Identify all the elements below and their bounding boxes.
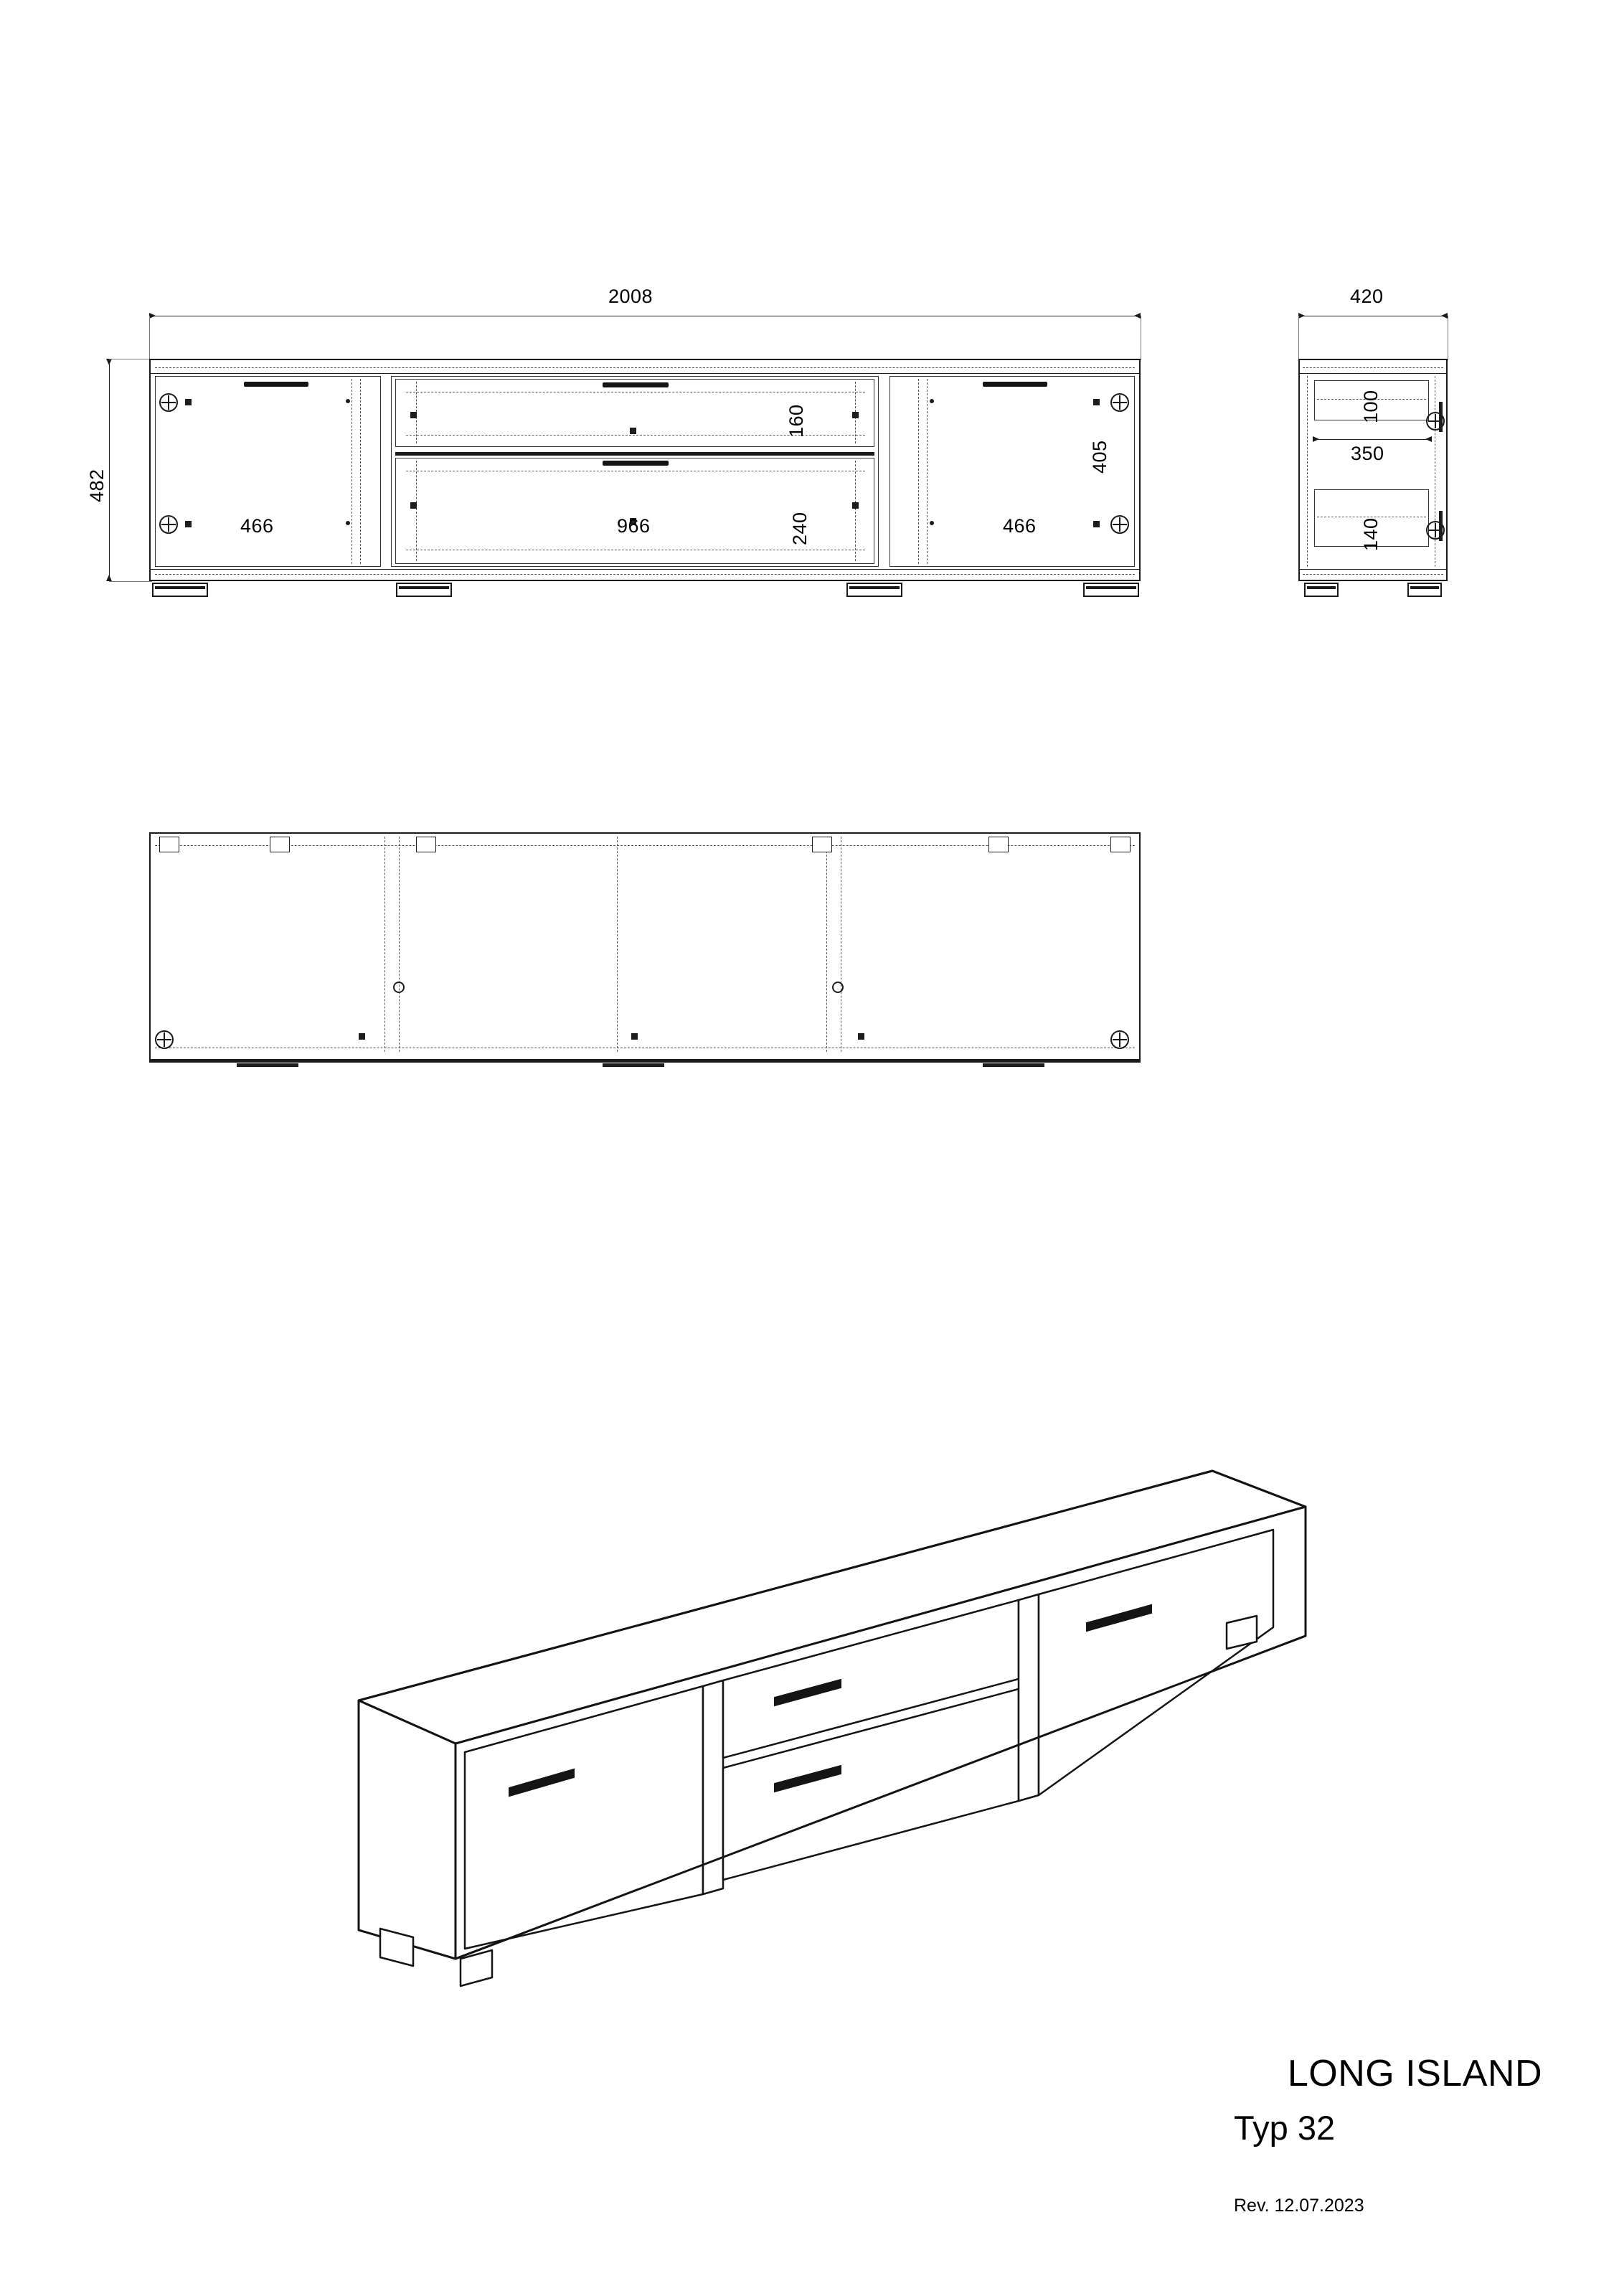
front-width-arrow-left	[149, 313, 156, 319]
top-view-partition-2	[826, 837, 827, 1052]
top-cam-right	[832, 982, 844, 993]
top-fitting-e	[988, 837, 1009, 852]
front-width-arrow-right	[1134, 313, 1141, 319]
right-door-width-label: 466	[1003, 515, 1037, 537]
side-back-dash	[1307, 376, 1308, 567]
right-door-hinge-top	[1110, 393, 1129, 412]
top-panel-line	[149, 373, 1141, 374]
left-door-width-label: 466	[240, 515, 274, 537]
center-width-label: 966	[617, 515, 651, 537]
left-door-inner-dash-2	[360, 379, 361, 564]
side-hinge-plate-bottom	[1439, 511, 1443, 541]
left-door-fitting-a	[185, 399, 192, 405]
top-fitting-a	[159, 837, 179, 852]
upper-drawer-fitting-l	[410, 412, 417, 418]
front-total-height-label: 482	[86, 469, 108, 502]
lower-drawer-front[interactable]	[395, 458, 874, 564]
lower-drawer-height-label: 240	[789, 512, 811, 545]
side-inner-depth-arrow-r	[1425, 436, 1432, 442]
top-fitting-f	[1110, 837, 1131, 852]
drawer-divider	[395, 452, 874, 456]
top-cam-left	[393, 982, 405, 993]
upper-drawer-fitting-c	[630, 428, 636, 434]
side-lower-opening-label: 140	[1360, 517, 1382, 551]
right-door-inner-dash-2	[927, 379, 928, 564]
side-bottom-dash	[1303, 574, 1443, 575]
lower-drawer-fitting-r	[852, 502, 859, 509]
side-ext-left	[1298, 316, 1299, 360]
top-view-outline	[149, 832, 1141, 1060]
top-handle-left	[237, 1063, 298, 1067]
top-screw-c	[631, 1033, 638, 1040]
side-inner-depth-line	[1313, 439, 1432, 440]
side-inner-depth-arrow-l	[1313, 436, 1319, 442]
left-door-hinge-bottom	[159, 515, 178, 534]
title-block	[933, 2052, 1542, 2253]
side-depth-label: 420	[1350, 286, 1384, 307]
ext-line-bottom	[109, 581, 152, 582]
foot-center-left	[396, 583, 452, 597]
right-door-fitting-b	[1093, 521, 1100, 527]
lower-drawer-runner-l	[416, 461, 417, 561]
top-view-partition-1	[384, 837, 385, 1052]
right-door-pin-b	[930, 521, 934, 525]
isometric-view	[273, 1464, 1392, 2009]
left-door-fitting-b	[185, 521, 192, 527]
front-height-arrow-bottom	[106, 575, 112, 581]
product-name: LONG ISLAND	[1287, 2053, 1542, 2094]
side-depth-arrow-right	[1441, 313, 1448, 319]
top-view	[0, 789, 1219, 1091]
front-elevation-view	[0, 0, 1219, 646]
foot-right	[1083, 583, 1139, 597]
top-fitting-c	[416, 837, 436, 852]
top-view-front-edge	[149, 1060, 1141, 1063]
side-foot-right	[1407, 583, 1442, 597]
side-inner-depth-label: 350	[1351, 443, 1384, 464]
door-height-label: 405	[1089, 440, 1110, 474]
foot-left	[152, 583, 208, 597]
front-height-arrow-top	[106, 359, 112, 365]
right-door-hinge-bottom	[1110, 515, 1129, 534]
lower-drawer-runner-r	[855, 461, 856, 561]
side-top-panel	[1298, 373, 1448, 374]
front-height-dimension-line	[109, 359, 110, 581]
top-handle-center	[603, 1063, 664, 1067]
lower-drawer-handle[interactable]	[603, 461, 669, 466]
right-door-fitting-a	[1093, 399, 1100, 405]
left-door-handle[interactable]	[244, 382, 308, 387]
side-top-dash	[1303, 367, 1443, 368]
bottom-panel-line	[149, 569, 1141, 570]
side-upper-opening-label: 100	[1360, 390, 1382, 423]
top-view-partition-mid	[617, 837, 618, 1052]
right-door-handle[interactable]	[983, 382, 1047, 387]
top-screw-a	[359, 1033, 365, 1040]
side-hinge-plate-top	[1439, 402, 1443, 432]
left-door-pin-b	[346, 521, 350, 525]
left-door-pin-a	[346, 399, 350, 403]
foot-center-right	[846, 583, 902, 597]
top-hinge-left	[155, 1030, 174, 1049]
top-handle-right	[983, 1063, 1044, 1067]
front-total-width-label: 2008	[608, 286, 653, 307]
top-view-partition-1b	[399, 837, 400, 1052]
side-depth-arrow-left	[1298, 313, 1305, 319]
ext-line-left	[149, 316, 150, 360]
side-bottom-panel	[1298, 569, 1448, 570]
product-type: Typ 32	[1234, 2109, 1336, 2147]
upper-drawer-fitting-r	[852, 412, 859, 418]
side-foot-left	[1304, 583, 1339, 597]
revision-label: Rev. 12.07.2023	[1234, 2196, 1364, 2216]
right-door-inner-dash	[918, 379, 919, 564]
upper-drawer-handle[interactable]	[603, 382, 669, 387]
side-elevation-view	[1219, 0, 1614, 646]
top-screw-b	[858, 1033, 864, 1040]
top-fitting-d	[812, 837, 832, 852]
right-door-pin-a	[930, 399, 934, 403]
top-panel-dash	[155, 367, 1135, 368]
top-fitting-b	[270, 837, 290, 852]
left-door-hinge-top	[159, 393, 178, 412]
bottom-panel-dash	[155, 574, 1135, 575]
left-door-inner-dash	[351, 379, 352, 564]
upper-drawer-height-label: 160	[785, 404, 807, 438]
top-hinge-right	[1110, 1030, 1129, 1049]
lower-drawer-fitting-l	[410, 502, 417, 509]
